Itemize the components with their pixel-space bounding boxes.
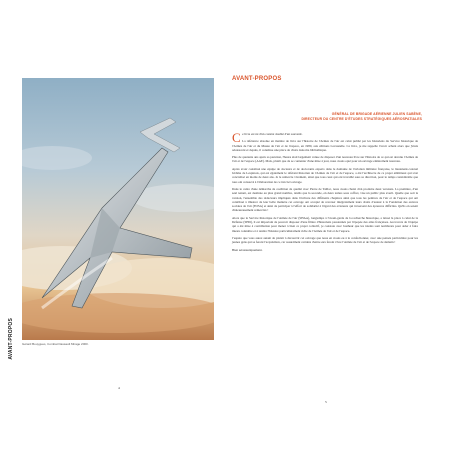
author-role: DIRECTEUR DU CENTRE D'ÉTUDES STRATÉGIQUES AÉROSPATIALES <box>301 117 422 121</box>
painting-caption: Gérard Bouygues, Combat Dassault Mirage 2000. <box>22 342 89 346</box>
paragraph-text: e livre est né d'un constat doublé d'un souvenir. <box>242 132 303 136</box>
paragraph-2: La référence absolue en matière de livre sur l'histoire de l'Armée de l'air est celui publié par les historiens du Service historique de l'Armée de l'air et du Musée de l'air et de l'espace, en 1980, aux éditions Lavauzelle. Ce livre, je me rappelle l'avoir acheté alors que j'étais adolescent et depuis, il constitue une pièce de choix dans ma bibliothèque. <box>232 139 418 152</box>
paragraph-6: Alors que le Service historique de l'Armée de l'air (SHAA), longtemps à l'avant-garde de la recherche historique, a laissé la place à celui de la Défense (SHD), il est important de pouvoir disposer d'une filière d'historiens passionnés par l'épopée des ailes françaises. Au travers de l'équipe qui a été mise à contribution pour mener à bien ce projet collectif, je constate avec bonheur que les talents sont nombreux pour aider à faire mieux connaître et à rendre l'histoire particulièrement riche de l'Armée de l'air et de l'espace. <box>232 215 418 233</box>
author-block <box>262 112 422 122</box>
left-page-number: 4 <box>118 386 120 390</box>
right-page-number: 5 <box>325 400 327 404</box>
vertical-section-label: AVANT-PROPOS <box>8 318 14 360</box>
right-page <box>232 56 422 404</box>
paragraph-8: Bien aéronautiquement. <box>232 247 263 252</box>
left-page <box>8 56 218 390</box>
aircraft-painting-art <box>22 78 214 340</box>
paragraph-1 <box>232 130 418 145</box>
section-title: AVANT-PROPOS <box>232 76 282 82</box>
aircraft-painting <box>22 78 214 340</box>
paragraph-5: Dans le cadre d'une démarche de coédition de qualité avec Pierre de Taillac, nous avons choisi d'en produire deux versions. La première, d'un seul tenant, est destinée au plus grand nombre, tandis que la seconde, en deux tomes sous coffret, vise un public plus averti. Quelle que soit la version, l'ensemble des rédacteurs impliqués dans l'écriture des différents chapitres ainsi que tous les peintres de l'air et de l'espace qui ont contribué à illustrer de leur belle manière cet ouvrage ont accepté de reverser intégralement leurs droits d'auteur à la Fondation des œuvres sociales de l'air (FOSA) et ainsi de participer à l'effort de solidarité à l'égard des aviateurs qui traversent des épreuves difficiles. Qu'ils en soient chaleureusement remerciés ! <box>232 186 418 213</box>
paragraph-4: Après avoir constitué une équipe de docteurs et de doctorants experts dans le domaine de l'aviation militaire française, le lieutenant-colonel Jérôme de Lespinois, qui est également le référent historien de l'Armée de l'air et de l'espace, a été l'architecte de ce projet ambitieux qui s'est concrétisé en moins de deux ans. Je le remercie vivement, ainsi que tous ceux qui ont travaillé sous sa direction, pour le temps considérable que tous ont consacré à l'élaboration de ce très bel ouvrage. <box>232 166 418 184</box>
body-text <box>232 132 418 255</box>
author-name: GÉNÉRAL DE BRIGADE AÉRIENNE JULIEN SABÈNE, <box>331 112 422 116</box>
dropcap: C <box>232 130 241 145</box>
paragraph-3: Plus de quarante ans après sa parution, l'heure était largement venue de disposer d'un nouveau livre sur l'histoire de ce qui est devenu l'Armée de l'air et de l'espace (AAE). Mais, plutôt que de se contenter d'une mise à jour, nous avons opté pour un ouvrage entièrement nouveau. <box>232 155 418 164</box>
cloud <box>22 293 214 333</box>
paragraph-7: J'espère que vous aurez autant de plaisir à découvrir cet ouvrage que nous en avons eu à le confectionner, avec une pensée particulière pour les jeunes gens qui se feront l'acquisition, car assurément certains d'entre eux feront vivre l'Armée de l'air et de l'espace de demain ! <box>232 235 418 245</box>
